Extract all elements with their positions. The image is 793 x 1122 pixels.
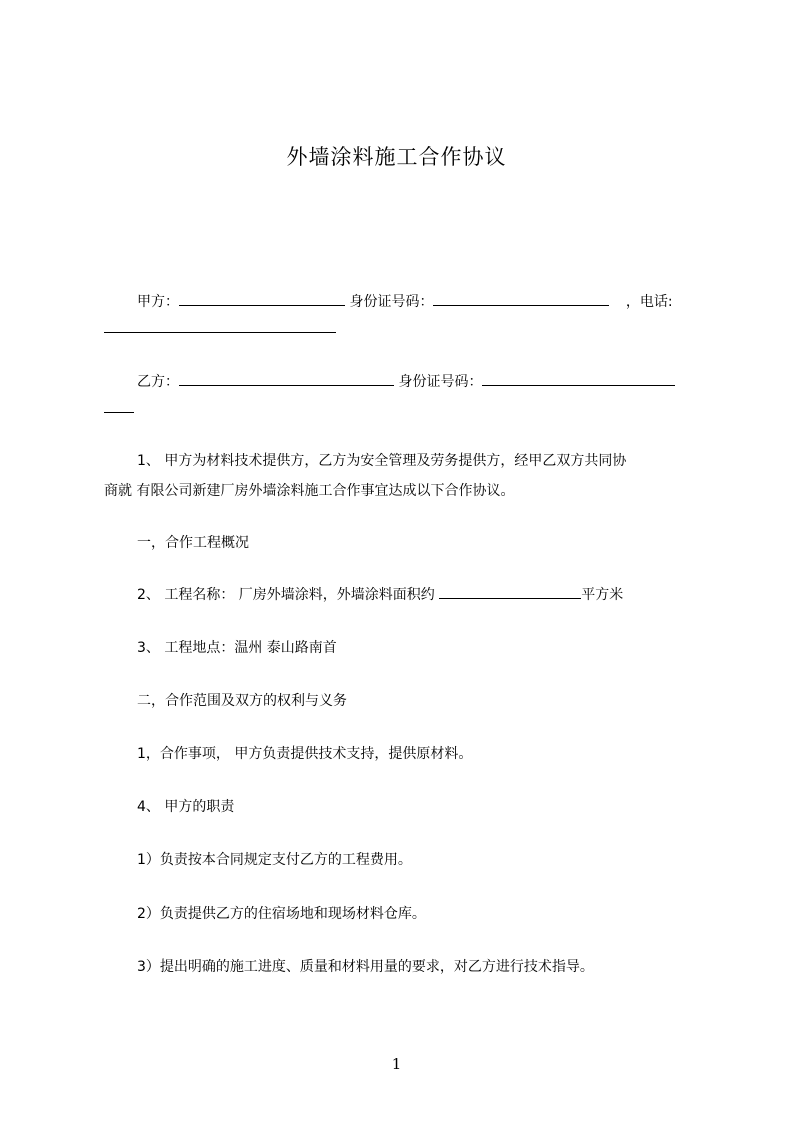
cooperation-item-line: 1，合作事项， 甲方负责提供技术支持，提供原材料。 xyxy=(137,746,473,762)
party-b-id-label: 身份证号码： xyxy=(398,374,483,390)
party-a-phone-blank xyxy=(104,318,336,333)
project-area-blank xyxy=(439,584,581,599)
project-name-line xyxy=(137,584,623,605)
party-a-line xyxy=(137,291,673,312)
intro-line-1: 1、 甲方为材料技术提供方，乙方为安全管理及劳务提供方，经甲乙双方共同协 xyxy=(137,453,627,469)
party-b-id-continuation xyxy=(104,398,134,419)
section2-heading: 二，合作范围及双方的权利与义务 xyxy=(137,693,347,709)
document-title: 外墙涂料施工合作协议 xyxy=(286,145,507,169)
party-a-name-blank xyxy=(179,291,345,306)
party-a-phone-line xyxy=(104,318,336,339)
duty-item-1: 1）负责按本合同规定支付乙方的工程费用。 xyxy=(137,852,412,868)
party-a-id-blank xyxy=(433,291,609,306)
project-area-unit: 平方米 xyxy=(581,587,624,603)
intro-line-2: 商就 有限公司新建厂房外墙涂料施工合作事宜达成以下合作协议。 xyxy=(104,483,515,499)
party-b-line xyxy=(137,371,675,392)
party-b-id-blank xyxy=(482,371,675,386)
party-a-id-label: 身份证号码： xyxy=(349,294,434,310)
party-a-phone-label: ，电话: xyxy=(625,294,673,310)
section1-heading: 一，合作工程概况 xyxy=(137,535,249,551)
party-a-label: 甲方： xyxy=(137,294,179,310)
project-name-text: 2、 工程名称： 厂房外墙涂料，外墙涂料面积约 xyxy=(137,587,440,603)
party-b-label: 乙方： xyxy=(137,374,179,390)
project-location-line: 3、 工程地点：温州 泰山路南首 xyxy=(137,640,337,656)
party-a-duties-heading: 4、 甲方的职责 xyxy=(137,799,235,815)
duty-item-2: 2）负责提供乙方的住宿场地和现场材料仓库。 xyxy=(137,906,426,922)
page-number: 1 xyxy=(391,1055,402,1073)
party-b-name-blank xyxy=(179,371,394,386)
party-b-id-blank-continued xyxy=(104,398,134,413)
duty-item-3: 3）提出明确的施工进度、质量和材料用量的要求，对乙方进行技术指导。 xyxy=(137,959,594,975)
